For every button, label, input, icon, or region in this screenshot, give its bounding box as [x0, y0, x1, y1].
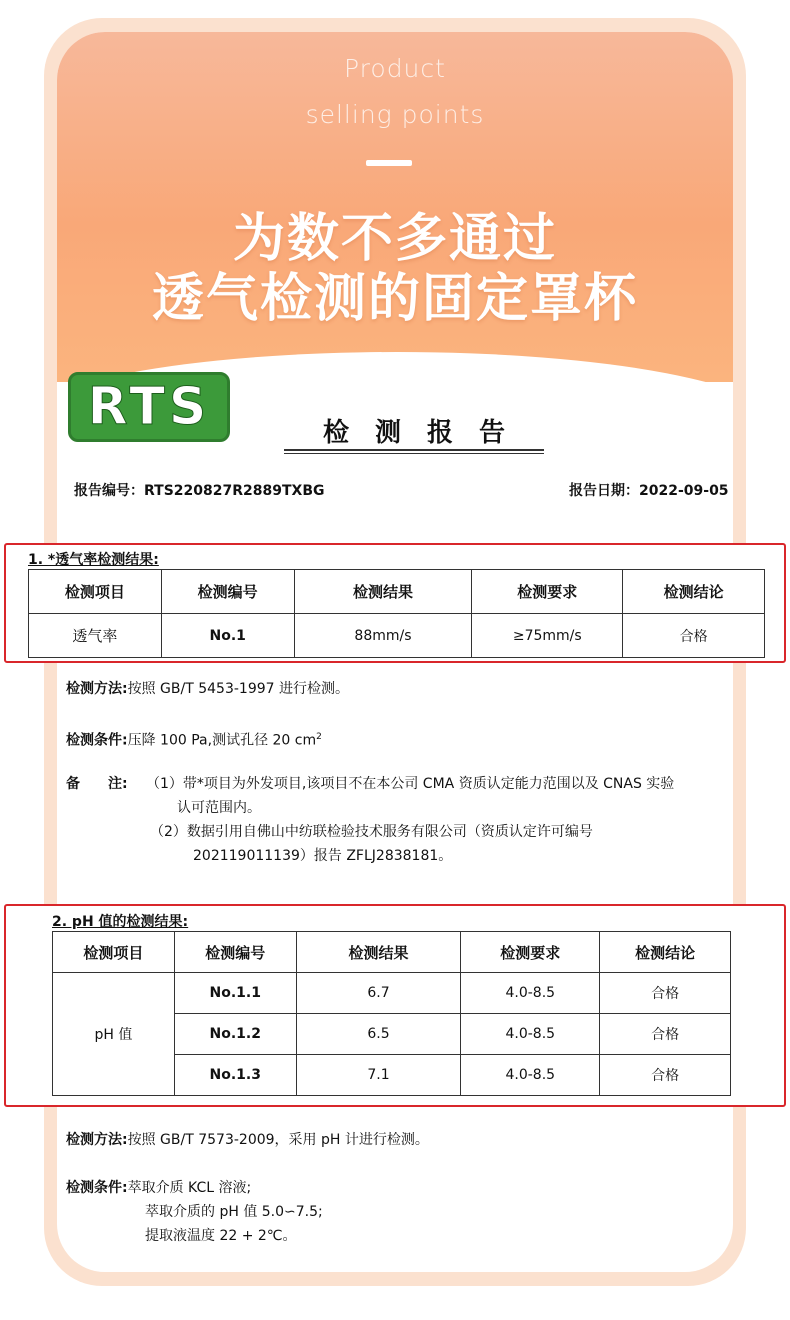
section-title-ph: 2. pH 值的检测结果:: [52, 914, 189, 930]
method-2-text: 按照 GB/T 7573-2009，采用 pH 计进行检测。: [127, 1132, 429, 1148]
condition-2-label: 检测条件:: [66, 1180, 128, 1196]
table-cell: No.1: [161, 614, 294, 658]
table-cell: 合格: [600, 973, 731, 1014]
report-date: [569, 480, 733, 500]
report-date-label: 报告日期：: [569, 483, 639, 499]
method-2: [66, 1129, 429, 1151]
condition-1: [66, 726, 322, 752]
note-1-line1: （1）带*项目为外发项目,该项目不在本公司 CMA 资质认定能力范围以及 CNAS 实验: [146, 776, 675, 792]
table-cell: No.1.1: [174, 973, 296, 1014]
note-2-line1: （2）数据引用自佛山中纺联检验技术服务有限公司（资质认定许可编号: [150, 824, 593, 840]
table-cell: No.1.3: [174, 1055, 296, 1096]
tagline-line2: selling points: [305, 100, 485, 129]
table-cell: 88mm/s: [294, 614, 472, 658]
table-cell: 4.0-8.5: [461, 1055, 600, 1096]
header-cell: 检测结论: [623, 570, 765, 614]
table-cell: 透气率: [29, 614, 162, 658]
condition-2-line3: 提取液温度 22 + 2℃。: [145, 1228, 297, 1244]
logo-text: RTS: [87, 377, 211, 437]
header-cell: 检测项目: [53, 932, 175, 973]
method-1-label: 检测方法:: [66, 681, 128, 697]
permeability-table: [28, 569, 765, 658]
table-cell: ≥75mm/s: [472, 614, 623, 658]
table-cell: No.1.2: [174, 1014, 296, 1055]
title-underline: [284, 449, 544, 451]
condition-2-line2: 萃取介质的 pH 值 5.0∽7.5;: [145, 1204, 323, 1220]
header-cell: 检测项目: [29, 570, 162, 614]
title-underline-thin: [284, 453, 544, 454]
report-date-value: 2022-09-05: [639, 483, 729, 499]
headline-line2: 透气检测的固定罩杯: [151, 269, 638, 329]
tagline-line1: Product: [344, 54, 446, 83]
condition-1-sup: 2: [316, 732, 322, 742]
report-title: 检测报告: [322, 418, 531, 448]
header-cell: 检测编号: [161, 570, 294, 614]
table-header-row: [29, 570, 765, 614]
note-label: 备 注:: [66, 776, 128, 792]
header-cell: 检测结论: [600, 932, 731, 973]
table-header-row: [53, 932, 731, 973]
ph-table: [52, 931, 731, 1096]
table-cell-item: pH 值: [53, 973, 175, 1096]
method-1-text: 按照 GB/T 5453-1997 进行检测。: [127, 681, 349, 697]
header-cell: 检测结果: [294, 570, 472, 614]
table-row: [29, 614, 765, 658]
table-cell: 合格: [600, 1055, 731, 1096]
condition-2-text: 萃取介质 KCL 溶液;: [127, 1180, 252, 1196]
headline-line1: 为数不多通过: [232, 209, 557, 269]
table-cell: 6.7: [296, 973, 461, 1014]
table-cell: 6.5: [296, 1014, 461, 1055]
table-cell: 合格: [623, 614, 765, 658]
condition-1-label: 检测条件:: [66, 732, 128, 749]
condition-1-text: 压降 100 Pa,测试孔径 20 cm: [127, 732, 317, 749]
divider-dash: [366, 160, 412, 166]
note-2-line2: 202119011139）报告 ZFLJ2838181。: [193, 848, 453, 864]
header-cell: 检测要求: [472, 570, 623, 614]
header-cell: 检测结果: [296, 932, 461, 973]
note-1-line2: 认可范围内。: [177, 800, 261, 816]
report-number: [74, 480, 324, 500]
table-row: [53, 973, 731, 1014]
report-number-label: 报告编号：: [74, 483, 144, 499]
section-title-permeability: 1. *透气率检测结果:: [28, 552, 159, 568]
method-2-label: 检测方法:: [66, 1132, 128, 1148]
rts-logo: [68, 372, 230, 442]
table-cell: 4.0-8.5: [461, 973, 600, 1014]
report-number-value: RTS220827R2889TXBG: [144, 483, 325, 499]
method-1: [66, 678, 349, 700]
table-cell: 4.0-8.5: [461, 1014, 600, 1055]
table-cell: 7.1: [296, 1055, 461, 1096]
header-cell: 检测编号: [174, 932, 296, 973]
table-cell: 合格: [600, 1014, 731, 1055]
condition-2-line1: [66, 1177, 251, 1199]
header-cell: 检测要求: [461, 932, 600, 973]
